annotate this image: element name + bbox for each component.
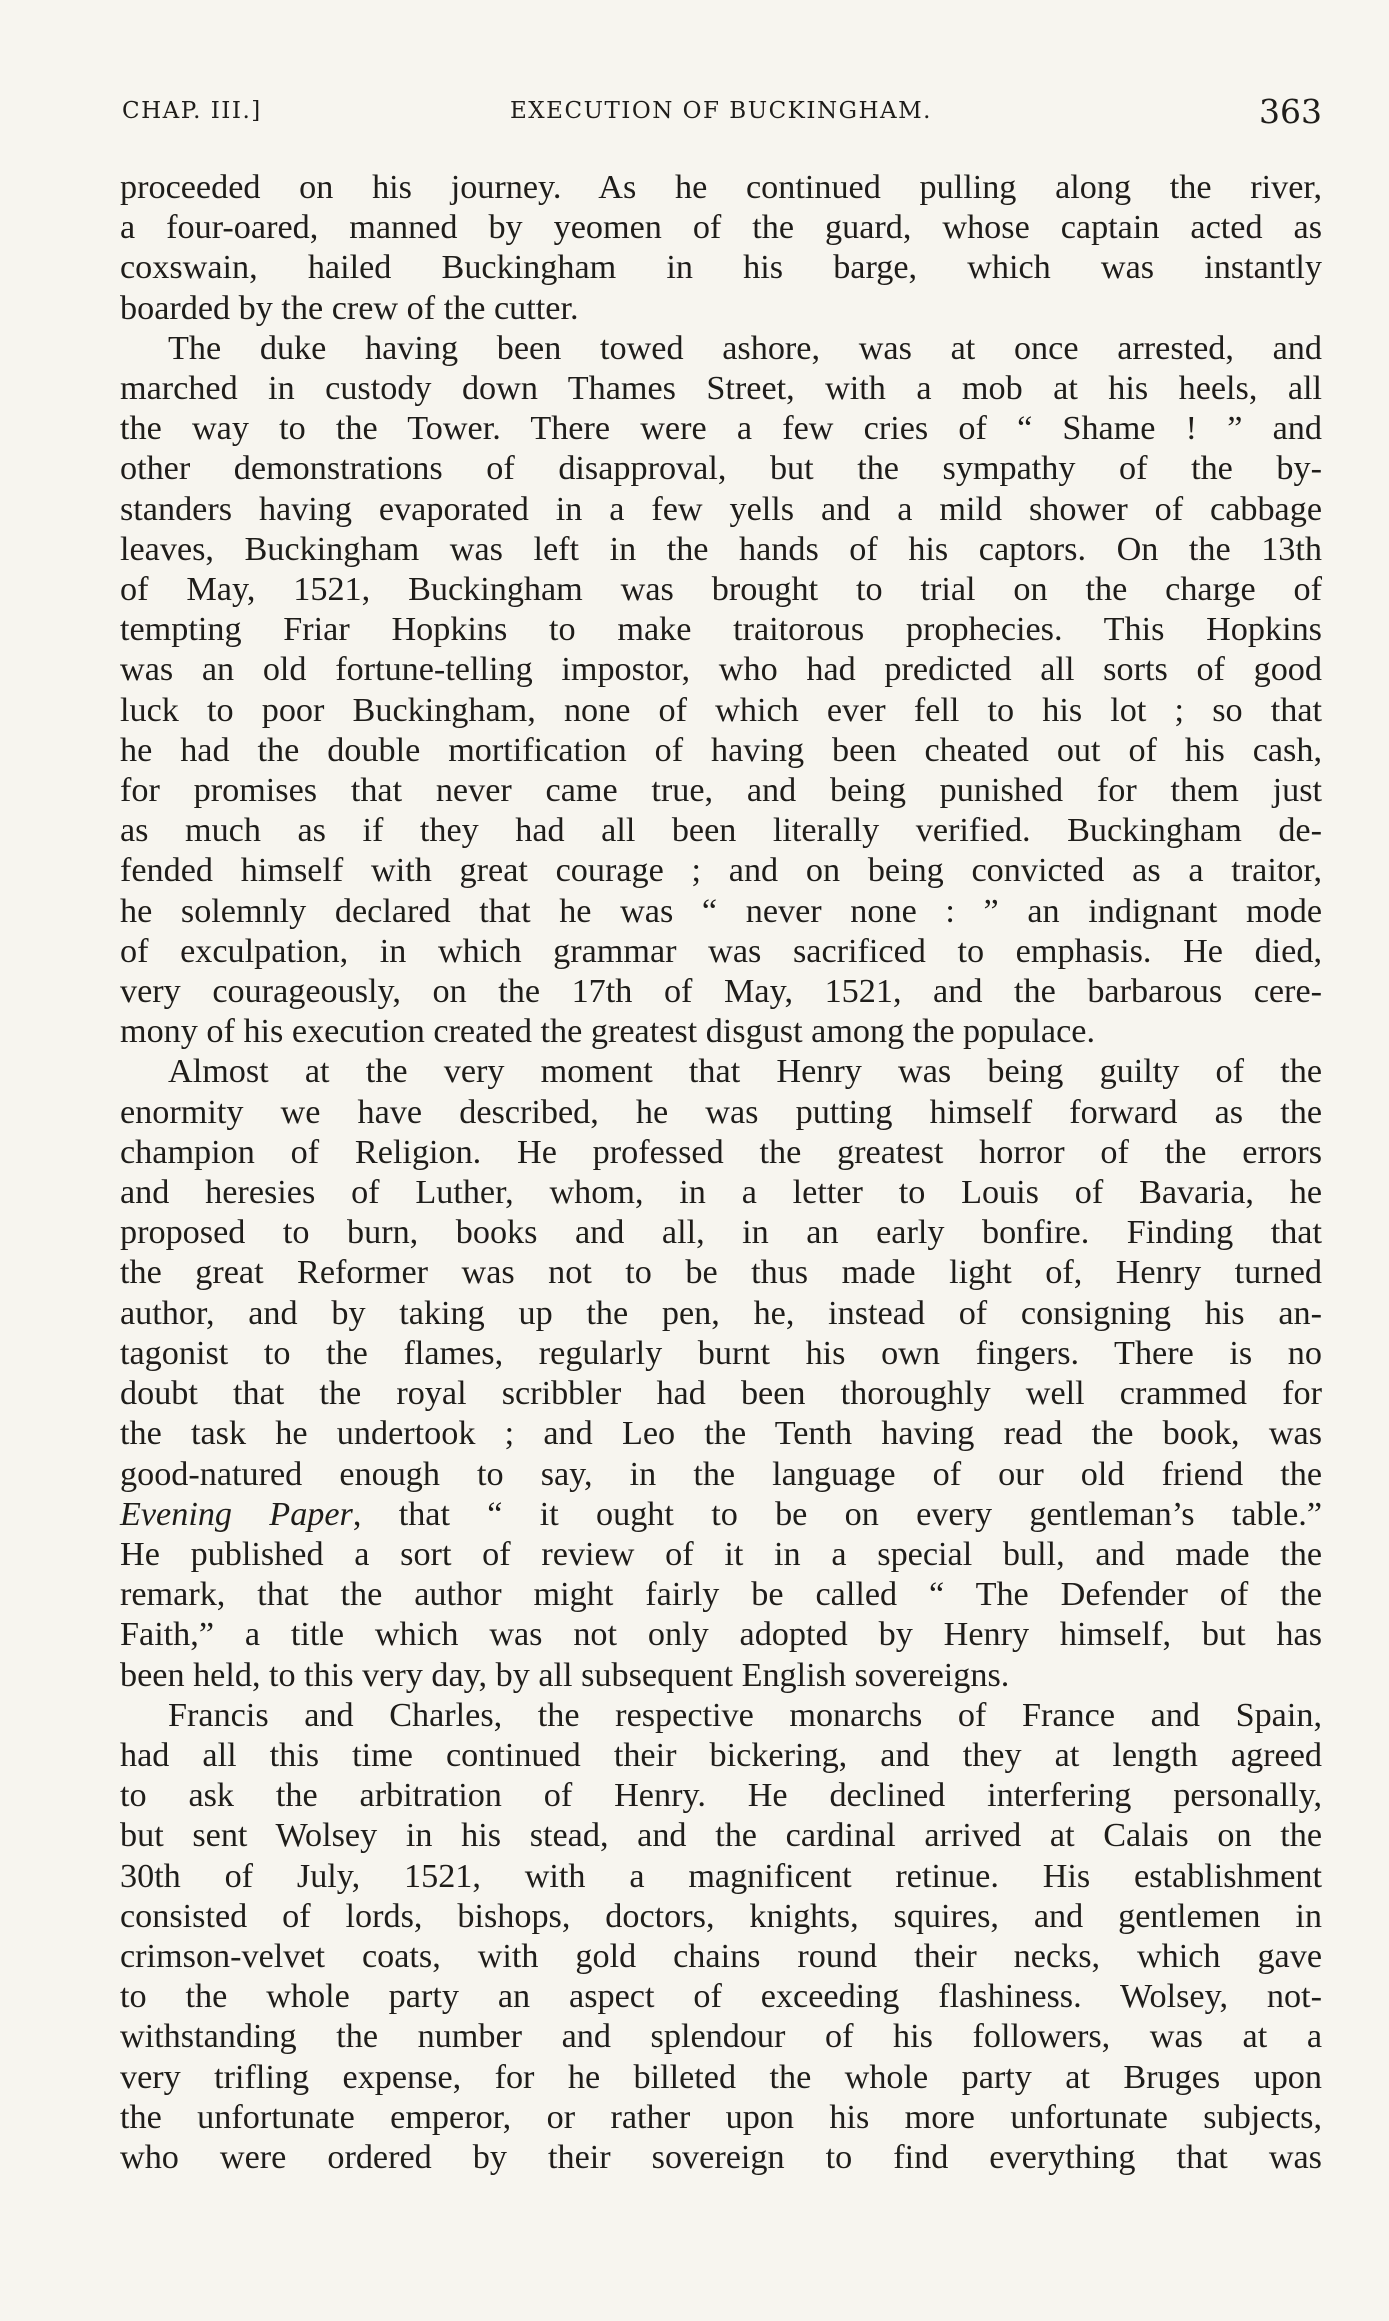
text-line: 30th of July, 1521, with a magnificent retinue. His establishment xyxy=(120,1857,1322,1895)
text-line: he had the double mortification of having been cheated out of his cash, xyxy=(120,731,1322,769)
text-line: He published a sort of review of it in a special bull, and made the xyxy=(120,1535,1322,1573)
text-line: he solemnly declared that he was “ never none : ” an indignant mode xyxy=(120,892,1322,930)
text-line: mony of his execution created the greatest disgust among the populace. xyxy=(120,1013,1095,1051)
text-line: proposed to burn, books and all, in an early bonfire. Finding that xyxy=(120,1214,1322,1252)
text-line: was an old fortune-telling impostor, who had predicted all sorts of good xyxy=(120,651,1322,689)
text-line: but sent Wolsey in his stead, and the cardinal arrived at Calais on the xyxy=(120,1817,1322,1855)
text-line: very courageously, on the 17th of May, 1521, and the barbarous cere- xyxy=(120,973,1322,1011)
text-line: who were ordered by their sovereign to find everything that was xyxy=(120,2138,1322,2176)
text-line: as much as if they had all been literally verified. Buckingham de- xyxy=(120,812,1322,850)
text-line: the task he undertook ; and Leo the Tenth having read the book, was xyxy=(120,1415,1322,1453)
text-line: for promises that never came true, and being punished for them just xyxy=(120,772,1322,810)
paragraph-start-line: The duke having been towed ashore, was at once arrested, and xyxy=(168,329,1322,367)
running-header xyxy=(120,92,1322,132)
text-line: fended himself with great courage ; and on being convicted as a traitor, xyxy=(120,852,1322,890)
text-line: of exculpation, in which grammar was sacrificed to emphasis. He died, xyxy=(120,932,1322,970)
text-line: doubt that the royal scribbler had been thoroughly well crammed for xyxy=(120,1375,1322,1413)
paragraph-start-line: Almost at the very moment that Henry was being guilty of the xyxy=(168,1053,1322,1091)
text-line: leaves, Buckingham was left in the hands of his captors. On the 13th xyxy=(120,530,1322,568)
text-line: standers having evaporated in a few yells and a mild shower of cabbage xyxy=(120,490,1322,528)
text-line: withstanding the number and splendour of his followers, was at a xyxy=(120,2018,1322,2056)
text-line: tagonist to the flames, regularly burnt his own fingers. There is no xyxy=(120,1334,1322,1372)
body-text xyxy=(120,168,1322,2178)
text-line: to ask the arbitration of Henry. He declined interfering personally, xyxy=(120,1777,1322,1815)
text-line: had all this time continued their bickering, and they at length agreed xyxy=(120,1736,1322,1774)
text-line: Faith,” a title which was not only adopted by Henry himself, but has xyxy=(120,1616,1322,1654)
chapter-label: CHAP. III.] xyxy=(122,98,262,124)
paragraph-start-line: Francis and Charles, the respective monarchs of France and Spain, xyxy=(168,1696,1322,1734)
text-line: champion of Religion. He professed the greatest horror of the errors xyxy=(120,1133,1322,1171)
text-line: remark, that the author might fairly be called “ The Defender of the xyxy=(120,1576,1322,1614)
page-number: 363 xyxy=(1259,92,1322,131)
text-line: crimson-velvet coats, with gold chains round their necks, which gave xyxy=(120,1937,1322,1975)
text-line: boarded by the crew of the cutter. xyxy=(120,289,579,327)
text-line: coxswain, hailed Buckingham in his barge, which was instantly xyxy=(120,249,1322,287)
book-page xyxy=(120,92,1322,2178)
text-line: of May, 1521, Buckingham was brought to trial on the charge of xyxy=(120,571,1322,609)
text-line: and heresies of Luther, whom, in a letter to Louis of Bavaria, he xyxy=(120,1174,1322,1212)
text-line-italic-start: Evening Paper, that “ it ought to be on every gentleman’s table.” xyxy=(120,1495,1322,1533)
text-line: proceeded on his journey. As he continued pulling along the river, xyxy=(120,169,1322,206)
text-line: other demonstrations of disapproval, but the sympathy of the by- xyxy=(120,450,1322,488)
text-line: a four-oared, manned by yeomen of the guard, whose captain acted as xyxy=(120,209,1322,247)
text-line: the unfortunate emperor, or rather upon his more unfortunate subjects, xyxy=(120,2098,1322,2136)
text-line: author, and by taking up the pen, he, instead of consigning his an- xyxy=(120,1294,1322,1332)
text-line: tempting Friar Hopkins to make traitorous prophecies. This Hopkins xyxy=(120,611,1322,649)
text-line: very trifling expense, for he billeted the whole party at Bruges upon xyxy=(120,2058,1322,2096)
text-line: consisted of lords, bishops, doctors, knights, squires, and gentlemen in xyxy=(120,1897,1322,1935)
text-line: marched in custody down Thames Street, with a mob at his heels, all xyxy=(120,370,1322,408)
text-line: luck to poor Buckingham, none of which ever fell to his lot ; so that xyxy=(120,691,1322,729)
text-line: the great Reformer was not to be thus made light of, Henry turned xyxy=(120,1254,1322,1292)
running-title: EXECUTION OF BUCKINGHAM. xyxy=(510,98,932,124)
text-line: to the whole party an aspect of exceeding flashiness. Wolsey, not- xyxy=(120,1978,1322,2016)
text-line: enormity we have described, he was putting himself forward as the xyxy=(120,1093,1322,1131)
text-line: the way to the Tower. There were a few cries of “ Shame ! ” and xyxy=(120,410,1322,448)
text-line: been held, to this very day, by all subsequent English sovereigns. xyxy=(120,1656,1010,1694)
text-line: good-natured enough to say, in the language of our old friend the xyxy=(120,1455,1322,1493)
